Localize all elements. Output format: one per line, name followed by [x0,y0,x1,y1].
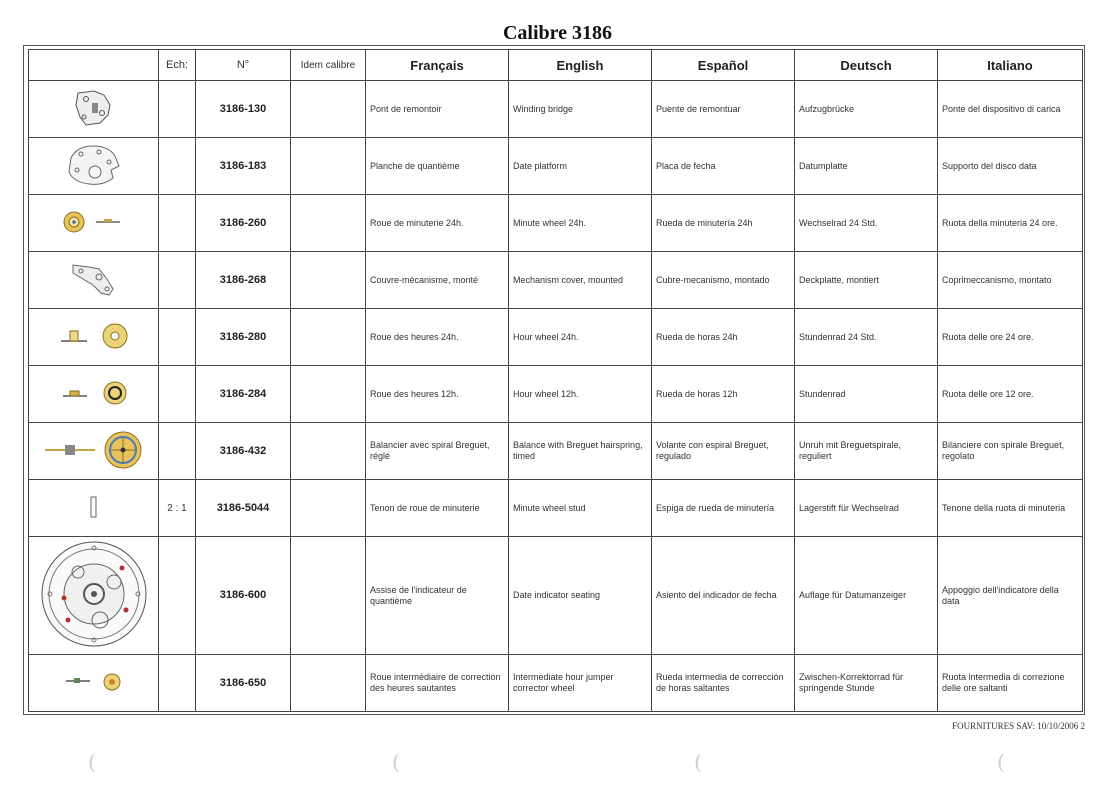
punch-hole-mark-icon: ( [392,750,400,774]
row-idem [291,309,366,366]
row-en: Hour wheel 24h. [509,309,652,366]
row-es: Cubre-mecanismo, montado [652,252,795,309]
header-image [29,50,159,81]
row-en: Winding bridge [509,81,652,138]
row-es: Rueda de horas 24h [652,309,795,366]
header-idem-calibre: Idem calibre [291,50,366,81]
row-idem [291,655,366,712]
row-es: Puente de remontuar [652,81,795,138]
table-row [29,138,1083,195]
row-es: Rueda de minutería 24h [652,195,795,252]
table-row [29,480,1083,537]
row-ech [159,655,196,712]
row-number: 3186-280 [196,309,291,366]
header-ech: Ech: [159,50,196,81]
row-de: Datumplatte [795,138,938,195]
row-fr: Roue des heures 12h. [366,366,509,423]
row-en: Intermediate hour jumper corrector wheel [509,655,652,712]
row-idem [291,81,366,138]
row-number: 3186-260 [196,195,291,252]
row-idem [291,537,366,655]
row-ech [159,423,196,480]
row-fr: Balancier avec spiral Breguet, réglé [366,423,509,480]
row-es: Asiento del indicador de fecha [652,537,795,655]
row-number: 3186-600 [196,537,291,655]
row-it: Supporto del disco data [938,138,1083,195]
row-idem [291,195,366,252]
row-it: Appoggio dell'indicatore della data [938,537,1083,655]
row-de: Wechselrad 24 Std. [795,195,938,252]
row-fr: Tenon de roue de minuterie [366,480,509,537]
row-it: Ponte del dispositivo di carica [938,81,1083,138]
row-number: 3186-5044 [196,480,291,537]
row-ech [159,309,196,366]
table-row [29,655,1083,712]
row-es: Placa de fecha [652,138,795,195]
row-ech [159,138,196,195]
header-francais: Français [366,50,509,81]
punch-hole-mark-icon: ( [997,750,1005,774]
row-idem [291,480,366,537]
row-number: 3186-432 [196,423,291,480]
parts-table [28,49,1083,712]
row-es: Espiga de rueda de minutería [652,480,795,537]
table-row [29,309,1083,366]
header-espanol: Español [652,50,795,81]
intermediate-wheel-drawing-icon [29,655,159,712]
row-en: Date indicator seating [509,537,652,655]
header-deutsch: Deutsch [795,50,938,81]
balance-drawing-icon [29,423,159,480]
row-it: Ruota delle ore 24 ore. [938,309,1083,366]
row-de: Stundenrad [795,366,938,423]
table-row [29,537,1083,655]
row-fr: Roue des heures 24h. [366,309,509,366]
row-number: 3186-130 [196,81,291,138]
row-ech [159,81,196,138]
mechanism-cover-drawing-icon [29,252,159,309]
row-es: Rueda de horas 12h [652,366,795,423]
header-number: N° [196,50,291,81]
table-row [29,366,1083,423]
row-fr: Assise de l'indicateur de quantième [366,537,509,655]
row-ech: 2 : 1 [159,480,196,537]
table-row [29,423,1083,480]
row-number: 3186-268 [196,252,291,309]
page-title: Calibre 3186 [502,22,613,44]
row-fr: Planche de quantième [366,138,509,195]
row-fr: Couvre-mécanisme, monté [366,252,509,309]
table-row [29,81,1083,138]
row-de: Stundenrad 24 Std. [795,309,938,366]
row-number: 3186-650 [196,655,291,712]
row-number: 3186-284 [196,366,291,423]
row-de: Lagerstift für Wechselrad [795,480,938,537]
row-it: Tenone della ruota di minuteria [938,480,1083,537]
row-it: Ruota delle ore 12 ore. [938,366,1083,423]
row-en: Mechanism cover, mounted [509,252,652,309]
row-idem [291,138,366,195]
row-fr: Pont de remontoir [366,81,509,138]
row-fr: Roue de minuterie 24h. [366,195,509,252]
row-idem [291,252,366,309]
row-en: Balance with Breguet hairspring, timed [509,423,652,480]
row-ech [159,195,196,252]
date-platform-drawing-icon [29,138,159,195]
row-en: Hour wheel 12h. [509,366,652,423]
stud-drawing-icon [29,480,159,537]
winding-bridge-drawing-icon [29,81,159,138]
header-english: English [509,50,652,81]
row-ech [159,252,196,309]
punch-hole-mark-icon: ( [694,750,702,774]
row-idem [291,423,366,480]
row-it: Bilanciere con spirale Breguet, regolato [938,423,1083,480]
header-italiano: Italiano [938,50,1083,81]
row-it: Ruota intermedia di correzione delle ore saltanti [938,655,1083,712]
punch-hole-mark-icon: ( [88,750,96,774]
date-indicator-seating-drawing-icon [29,537,159,655]
row-idem [291,366,366,423]
row-de: Unruh mit Breguetspirale, reguliert [795,423,938,480]
row-de: Zwischen-Korrektorrad für springende Stunde [795,655,938,712]
row-it: Ruota della minuteria 24 ore. [938,195,1083,252]
table-row [29,195,1083,252]
row-de: Auflage für Datumanzeiger [795,537,938,655]
row-it: Coprimeccanismo, montato [938,252,1083,309]
row-en: Minute wheel stud [509,480,652,537]
row-de: Deckplatte, montiert [795,252,938,309]
row-de: Aufzugbrücke [795,81,938,138]
row-ech [159,537,196,655]
row-ech [159,366,196,423]
footer-note: FOURNITURES SAV: 10/10/2006 2 [952,721,1085,731]
hour-wheel-12-drawing-icon [29,366,159,423]
hour-wheel-24-drawing-icon [29,309,159,366]
table-row [29,252,1083,309]
row-es: Rueda intermedia de corrección de horas saltantes [652,655,795,712]
row-en: Minute wheel 24h. [509,195,652,252]
row-number: 3186-183 [196,138,291,195]
minute-wheel-drawing-icon [29,195,159,252]
row-en: Date platform [509,138,652,195]
row-fr: Roue intermédiaire de correction des heures sautantes [366,655,509,712]
row-es: Volante con espiral Breguet, regulado [652,423,795,480]
